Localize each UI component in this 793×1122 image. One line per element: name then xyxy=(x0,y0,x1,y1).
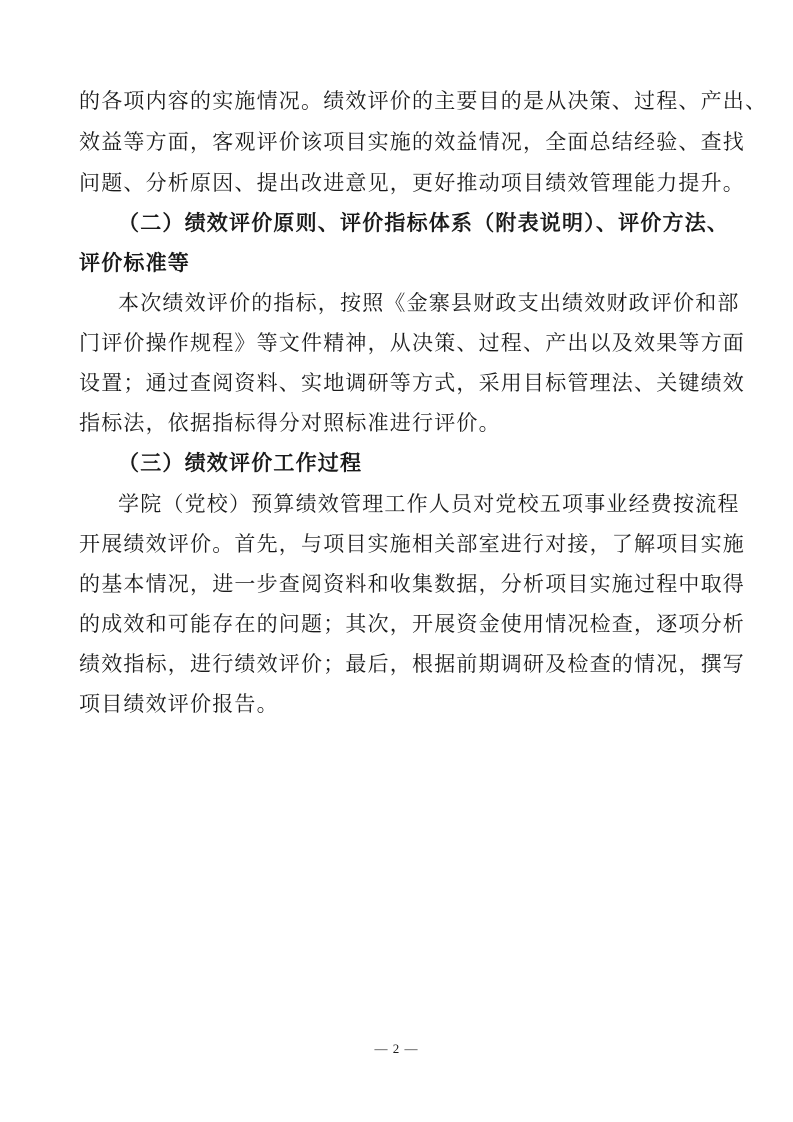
paragraph-line: 的成效和可能存在的问题；其次，开展资金使用情况检查，逐项分析 xyxy=(79,612,745,636)
page-number: — 2 — xyxy=(374,1041,419,1056)
heading-line: （二）绩效评价原则、评价指标体系（附表说明）、评价方法、 xyxy=(118,210,730,235)
paragraph-line: 项目绩效评价报告。 xyxy=(79,692,279,716)
paragraph-line: 绩效指标，进行绩效评价；最后，根据前期调研及检查的情况，撰写 xyxy=(79,652,745,676)
paragraph-line: 开展绩效评价。首先，与项目实施相关部室进行对接，了解项目实施 xyxy=(79,532,745,556)
paragraph-line: 效益等方面，客观评价该项目实施的效益情况，全面总结经验、查找 xyxy=(79,130,745,154)
heading-line: 评价标准等 xyxy=(79,250,190,275)
paragraph-line: 的各项内容的实施情况。绩效评价的主要目的是从决策、过程、产出、 xyxy=(79,89,768,113)
section-heading-3: （三）绩效评价工作过程 xyxy=(118,450,363,475)
paragraph-line: 本次绩效评价的指标，按照《金寨县财政支出绩效财政评价和部 xyxy=(118,291,740,315)
paragraph-line: 问题、分析原因、提出改进意见，更好推动项目绩效管理能力提升。 xyxy=(79,171,745,195)
paragraph-line: 指标法，依据指标得分对照标准进行评价。 xyxy=(79,411,501,435)
paragraph-line: 学院（党校）预算绩效管理工作人员对党校五项事业经费按流程 xyxy=(118,492,740,516)
paragraph-line: 门评价操作规程》等文件精神，从决策、过程、产出以及效果等方面 xyxy=(79,331,745,355)
paragraph-line: 的基本情况，进一步查阅资料和收集数据，分析项目实施过程中取得 xyxy=(79,572,745,596)
paragraph-line: 设置；通过查阅资料、实地调研等方式，采用目标管理法、关键绩效 xyxy=(79,371,745,395)
